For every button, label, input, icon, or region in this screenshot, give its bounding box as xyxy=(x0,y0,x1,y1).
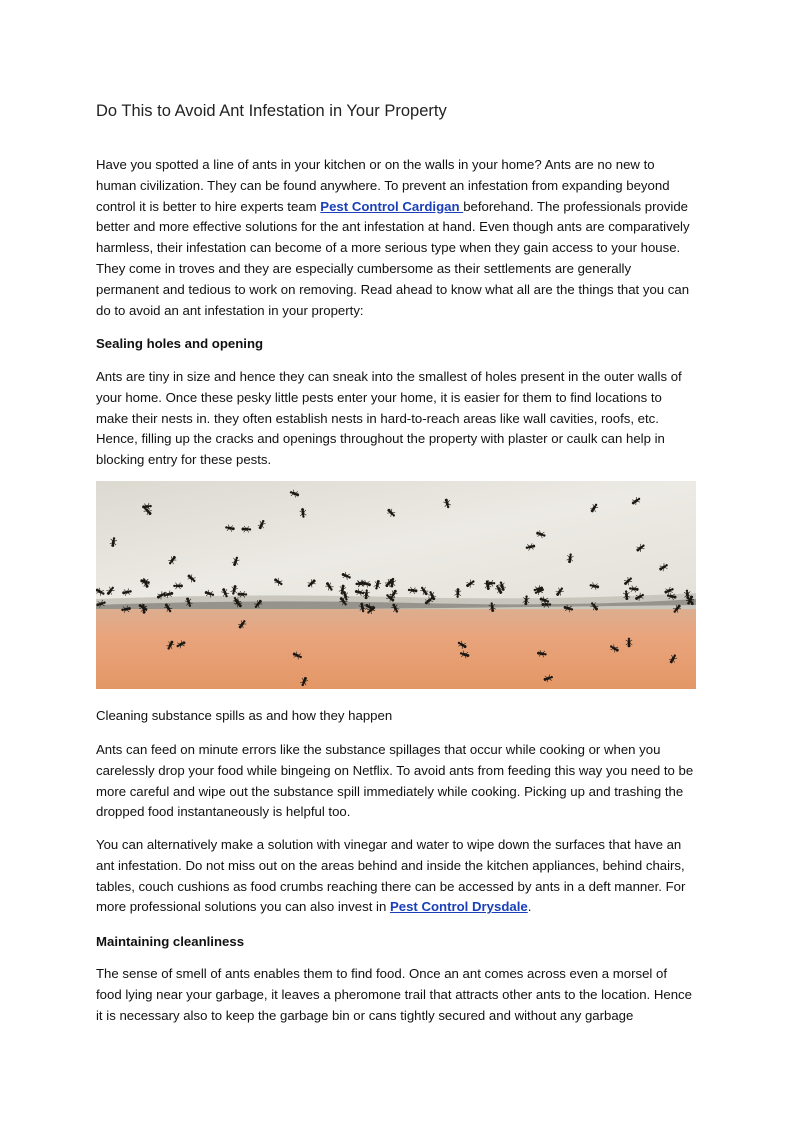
cleaning-paragraph-1: Ants can feed on minute errors like the substance spillages that occur while cooking or when you carelessly drop your food while bingeing on Netflix. To avoid ants from feeding this way you need to be more careful and wipe out the substance spill immediately while cooking. Picking up and trashing the dropped food instantaneously is helpful too. xyxy=(96,742,694,820)
intro-text-end: beforehand. The professionals provide better and more effective solutions for the ant infestation at hand. Even though ants are comparatively harmless, their infestation can become of a more serious type when they gain access to your house. They come in troves and they are especially cumbersome as their settlements are generally permanent and tedious to work on removing. Read ahead to know what all are the things that you can do to avoid an ant infestation in your property: xyxy=(96,198,690,318)
section-heading-cleanliness: Maintaining cleanliness xyxy=(96,934,245,949)
sealing-paragraph: Ants are tiny in size and hence they can sneak into the smallest of holes present in the outer walls of your home. Once these pesky little pests enter your home, it is easier for them to find locations to make their nests in. they often establish nests in hard-to-reach areas like wall cavities, roofs, etc. Hence, filling up the cracks and openings throughout the property with plaster or caulk can help in blocking entry for these pests. xyxy=(96,369,682,468)
cleaning-text-start: You can alternatively make a solution with vinegar and water to wipe down the surfaces that have an ant infestation. Do not miss out on the areas behind and inside the kitchen appliances, behind chairs, tables, couch cushions as food crumbs reaching there can be accessed by ants in a deft manner. For more professional solutions you can also invest in xyxy=(96,837,686,915)
section-heading-cleaning: Cleaning substance spills as and how they happen xyxy=(96,708,393,723)
section-heading-sealing: Sealing holes and opening xyxy=(96,336,264,351)
ants-on-wall-photo xyxy=(96,481,696,689)
intro-text-start: Have you spotted a line of ants in your kitchen or on the walls in your home? Ants are no new to human civilization. They can be found anywhere. To prevent an infestation from expanding beyond control it is better to hire experts team xyxy=(96,157,670,214)
pest-control-cardigan-link[interactable]: Pest Control Cardigan xyxy=(320,198,464,214)
cleaning-paragraph-2 xyxy=(96,835,696,918)
cleaning-text-end: . xyxy=(527,899,532,915)
cleanliness-paragraph: The sense of smell of ants enables them to find food. Once an ant comes across even a morsel of food lying near your garbage, it leaves a pheromone trail that attracts other ants to the location. Hence it is necessary also to keep the garbage bin or cans tightly secured and without any garbage xyxy=(96,966,692,1023)
intro-paragraph xyxy=(96,155,696,321)
page-title: Do This to Avoid Ant Infestation in Your Property xyxy=(96,102,447,120)
pest-control-drysdale-link[interactable]: Pest Control Drysdale xyxy=(389,899,528,915)
